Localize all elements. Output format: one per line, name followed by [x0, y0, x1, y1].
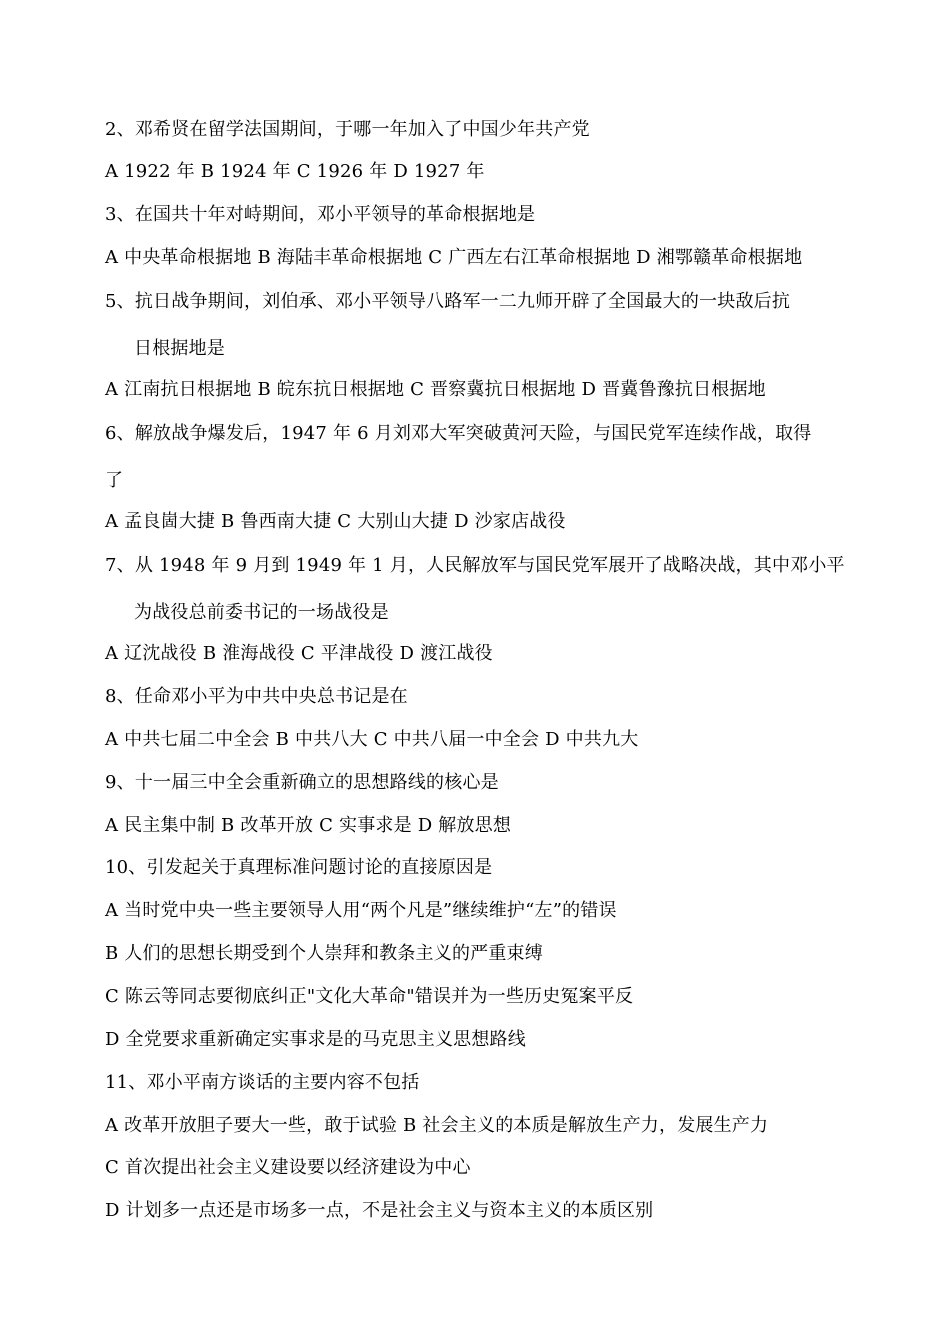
question-5: 5、抗日战争期间，刘伯承、邓小平领导八路军一二九师开辟了全国最大的一块敌后抗 — [105, 291, 791, 312]
question-6-continued: 了 — [105, 470, 124, 491]
question-10: 10、引发起关于真理标准问题讨论的直接原因是 — [105, 857, 493, 878]
question-11-option-d: D 计划多一点还是市场多一点，不是社会主义与资本主义的本质区别 — [105, 1200, 654, 1221]
question-3: 3、在国共十年对峙期间，邓小平领导的革命根据地是 — [105, 204, 536, 225]
question-9-options: A 民主集中制 B 改革开放 C 实事求是 D 解放思想 — [105, 815, 512, 836]
question-2: 2、邓希贤在留学法国期间，于哪一年加入了中国少年共产党 — [105, 119, 590, 140]
question-11-options-ab: A 改革开放胆子要大一些，敢于试验 B 社会主义的本质是解放生产力，发展生产力 — [105, 1115, 769, 1136]
question-10-option-b: B 人们的思想长期受到个人崇拜和教条主义的严重束缚 — [105, 943, 543, 964]
question-7-options: A 辽沈战役 B 淮海战役 C 平津战役 D 渡江战役 — [105, 643, 493, 664]
question-6: 6、解放战争爆发后，1947 年 6 月刘邓大军突破黄河天险，与国民党军连续作战，取得 — [105, 423, 812, 444]
question-11-option-c: C 首次提出社会主义建设要以经济建设为中心 — [105, 1157, 471, 1178]
question-8-options: A 中共七届二中全会 B 中共八大 C 中共八届一中全会 D 中共九大 — [105, 729, 639, 750]
question-10-option-d: D 全党要求重新确定实事求是的马克思主义思想路线 — [105, 1029, 526, 1050]
question-11: 11、邓小平南方谈话的主要内容不包括 — [105, 1072, 420, 1093]
question-9: 9、十一届三中全会重新确立的思想路线的核心是 — [105, 772, 499, 793]
question-8: 8、任命邓小平为中共中央总书记是在 — [105, 686, 408, 707]
question-3-options: A 中央革命根据地 B 海陆丰革命根据地 C 广西左右江革命根据地 D 湘鄂赣革命根据地 — [105, 247, 803, 268]
question-2-options: A 1922 年 B 1924 年 C 1926 年 D 1927 年 — [105, 161, 485, 182]
question-10-option-c: C 陈云等同志要彻底纠正"文化大革命"错误并为一些历史冤案平反 — [105, 986, 634, 1007]
question-7: 7、从 1948 年 9 月到 1949 年 1 月，人民解放军与国民党军展开了战略决战，其中邓小平 — [105, 555, 845, 576]
question-6-options: A 孟良崮大捷 B 鲁西南大捷 C 大别山大捷 D 沙家店战役 — [105, 511, 566, 532]
question-5-continued: 日根据地是 — [134, 338, 225, 359]
question-10-option-a: A 当时党中央一些主要领导人用“两个凡是”继续维护“左”的错误 — [105, 900, 617, 921]
question-7-continued: 为战役总前委书记的一场战役是 — [134, 602, 389, 623]
question-5-options: A 江南抗日根据地 B 皖东抗日根据地 C 晋察冀抗日根据地 D 晋冀鲁豫抗日根据地 — [105, 379, 766, 400]
